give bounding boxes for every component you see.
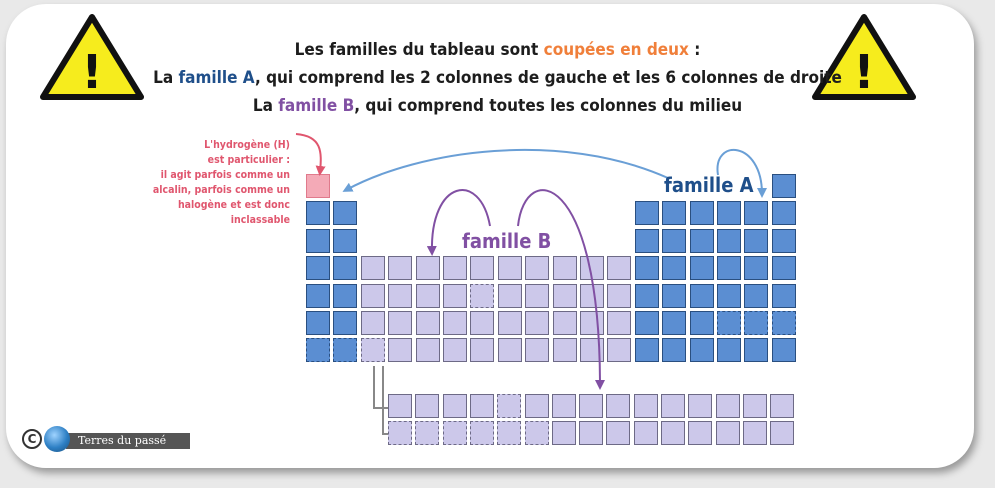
family-b-label: famille B [462, 229, 552, 253]
family-a-cell [306, 229, 330, 253]
highlight-cut-in-two: coupées en deux [543, 40, 689, 60]
family-a-cell [635, 338, 659, 362]
family-a-cell [662, 338, 686, 362]
family-a-cell [717, 311, 741, 335]
hydrogen-cell [306, 174, 330, 198]
family-a-cell [772, 338, 796, 362]
family-b-cell [361, 256, 385, 280]
family-a-cell [333, 256, 357, 280]
family-a-cell [662, 311, 686, 335]
title-line-3: La famille B, qui comprend toutes les colonnes du milieu [252, 96, 743, 116]
actinide-cell [634, 421, 658, 445]
lanthanide-cell [716, 394, 740, 418]
family-a-cell [333, 229, 357, 253]
family-b-cell [553, 338, 577, 362]
highlight-family-b: famille B [278, 96, 355, 116]
actinide-cell [552, 421, 576, 445]
family-b-cell [416, 338, 440, 362]
family-b-cell [443, 311, 467, 335]
family-a-cell [662, 229, 686, 253]
family-a-cell [744, 284, 768, 308]
family-a-cell [744, 229, 768, 253]
family-b-cell [580, 311, 604, 335]
family-a-cell [306, 338, 330, 362]
family-b-cell [388, 311, 412, 335]
family-a-cell [717, 256, 741, 280]
credit-badge [22, 428, 192, 450]
lanthanide-cell [661, 394, 685, 418]
lanthanide-cell [552, 394, 576, 418]
actinide-cell [579, 421, 603, 445]
actinide-cell [688, 421, 712, 445]
lanthanide-cell [743, 394, 767, 418]
family-b-cell [361, 311, 385, 335]
family-b-cell [580, 338, 604, 362]
family-a-cell [772, 201, 796, 225]
family-b-cell [443, 256, 467, 280]
actinide-cell [415, 421, 439, 445]
lanthanide-cell [470, 394, 494, 418]
family-a-label: famille A [664, 173, 754, 197]
actinide-cell [770, 421, 794, 445]
family-a-cell [717, 338, 741, 362]
actinide-cell [388, 421, 412, 445]
family-b-cell [553, 311, 577, 335]
family-b-cell [525, 311, 549, 335]
lanthanide-cell [497, 394, 521, 418]
svg-text:!: ! [81, 45, 103, 99]
family-b-cell [580, 256, 604, 280]
family-b-cell [388, 284, 412, 308]
family-a-cell [717, 201, 741, 225]
family-a-cell [690, 311, 714, 335]
family-a-cell [690, 338, 714, 362]
family-a-cell [333, 284, 357, 308]
family-a-cell [635, 284, 659, 308]
lanthanide-cell [415, 394, 439, 418]
family-a-cell [717, 229, 741, 253]
hydrogen-note: L'hydrogène (H) est particulier : il agit parfois comme un alcalin, parfois comme un halogène et est donc inclassable [152, 139, 290, 226]
family-a-cell [635, 201, 659, 225]
family-a-cell [635, 229, 659, 253]
family-b-cell [525, 256, 549, 280]
family-a-cell [744, 311, 768, 335]
actinide-cell [443, 421, 467, 445]
family-a-cell [333, 201, 357, 225]
family-b-cell [470, 284, 494, 308]
family-b-cell [498, 256, 522, 280]
actinide-cell [716, 421, 740, 445]
family-a-cell [772, 229, 796, 253]
lanthanide-cell [634, 394, 658, 418]
family-b-cell [388, 256, 412, 280]
lanthanide-cell [579, 394, 603, 418]
actinide-cell [743, 421, 767, 445]
family-a-cell [744, 256, 768, 280]
family-a-cell [690, 201, 714, 225]
family-b-cell [443, 284, 467, 308]
actinide-cell [606, 421, 630, 445]
actinide-cell [661, 421, 685, 445]
family-b-cell [498, 311, 522, 335]
family-b-cell [498, 284, 522, 308]
family-a-cell [717, 284, 741, 308]
lanthanide-cell [443, 394, 467, 418]
family-b-cell [607, 256, 631, 280]
copyright-icon: C [22, 429, 42, 449]
family-a-cell [635, 311, 659, 335]
lanthanide-cell [770, 394, 794, 418]
family-b-cell [416, 256, 440, 280]
credit-text: Terres du passé [66, 433, 190, 449]
lanthanide-cell [525, 394, 549, 418]
family-b-cell [361, 284, 385, 308]
family-b-cell [580, 284, 604, 308]
svg-text:!: ! [853, 45, 875, 99]
family-b-cell [388, 338, 412, 362]
family-b-cell [525, 284, 549, 308]
family-a-cell [744, 201, 768, 225]
title-line-1: Les familles du tableau sont coupées en deux : [294, 40, 701, 60]
family-a-cell [662, 256, 686, 280]
family-a-cell [690, 284, 714, 308]
family-a-cell [306, 201, 330, 225]
actinide-cell [470, 421, 494, 445]
family-a-cell [333, 338, 357, 362]
lanthanide-cell [388, 394, 412, 418]
family-b-cell [470, 338, 494, 362]
family-a-cell [333, 311, 357, 335]
family-a-cell [744, 338, 768, 362]
family-b-cell [470, 311, 494, 335]
family-b-cell [525, 338, 549, 362]
family-b-cell [443, 338, 467, 362]
family-a-cell [772, 256, 796, 280]
family-a-cell [306, 256, 330, 280]
globe-icon [44, 426, 70, 452]
family-b-cell [607, 311, 631, 335]
family-a-cell [772, 311, 796, 335]
actinide-cell [525, 421, 549, 445]
family-a-cell [772, 174, 796, 198]
family-a-cell [772, 284, 796, 308]
family-a-cell [690, 256, 714, 280]
family-b-cell [553, 284, 577, 308]
family-a-cell [662, 284, 686, 308]
lanthanide-cell [606, 394, 630, 418]
family-a-cell [635, 256, 659, 280]
family-b-cell [361, 338, 385, 362]
family-b-cell [553, 256, 577, 280]
family-a-cell [690, 229, 714, 253]
title-line-2: La famille A, qui comprend les 2 colonnes de gauche et les 6 colonnes de droite [153, 68, 842, 88]
family-a-cell [662, 201, 686, 225]
family-b-cell [607, 338, 631, 362]
family-b-cell [416, 311, 440, 335]
family-b-cell [470, 256, 494, 280]
highlight-family-a: famille A [178, 68, 255, 88]
family-b-cell [607, 284, 631, 308]
actinide-cell [497, 421, 521, 445]
family-b-cell [416, 284, 440, 308]
family-a-cell [306, 284, 330, 308]
lanthanide-cell [688, 394, 712, 418]
family-b-cell [498, 338, 522, 362]
family-a-cell [306, 311, 330, 335]
